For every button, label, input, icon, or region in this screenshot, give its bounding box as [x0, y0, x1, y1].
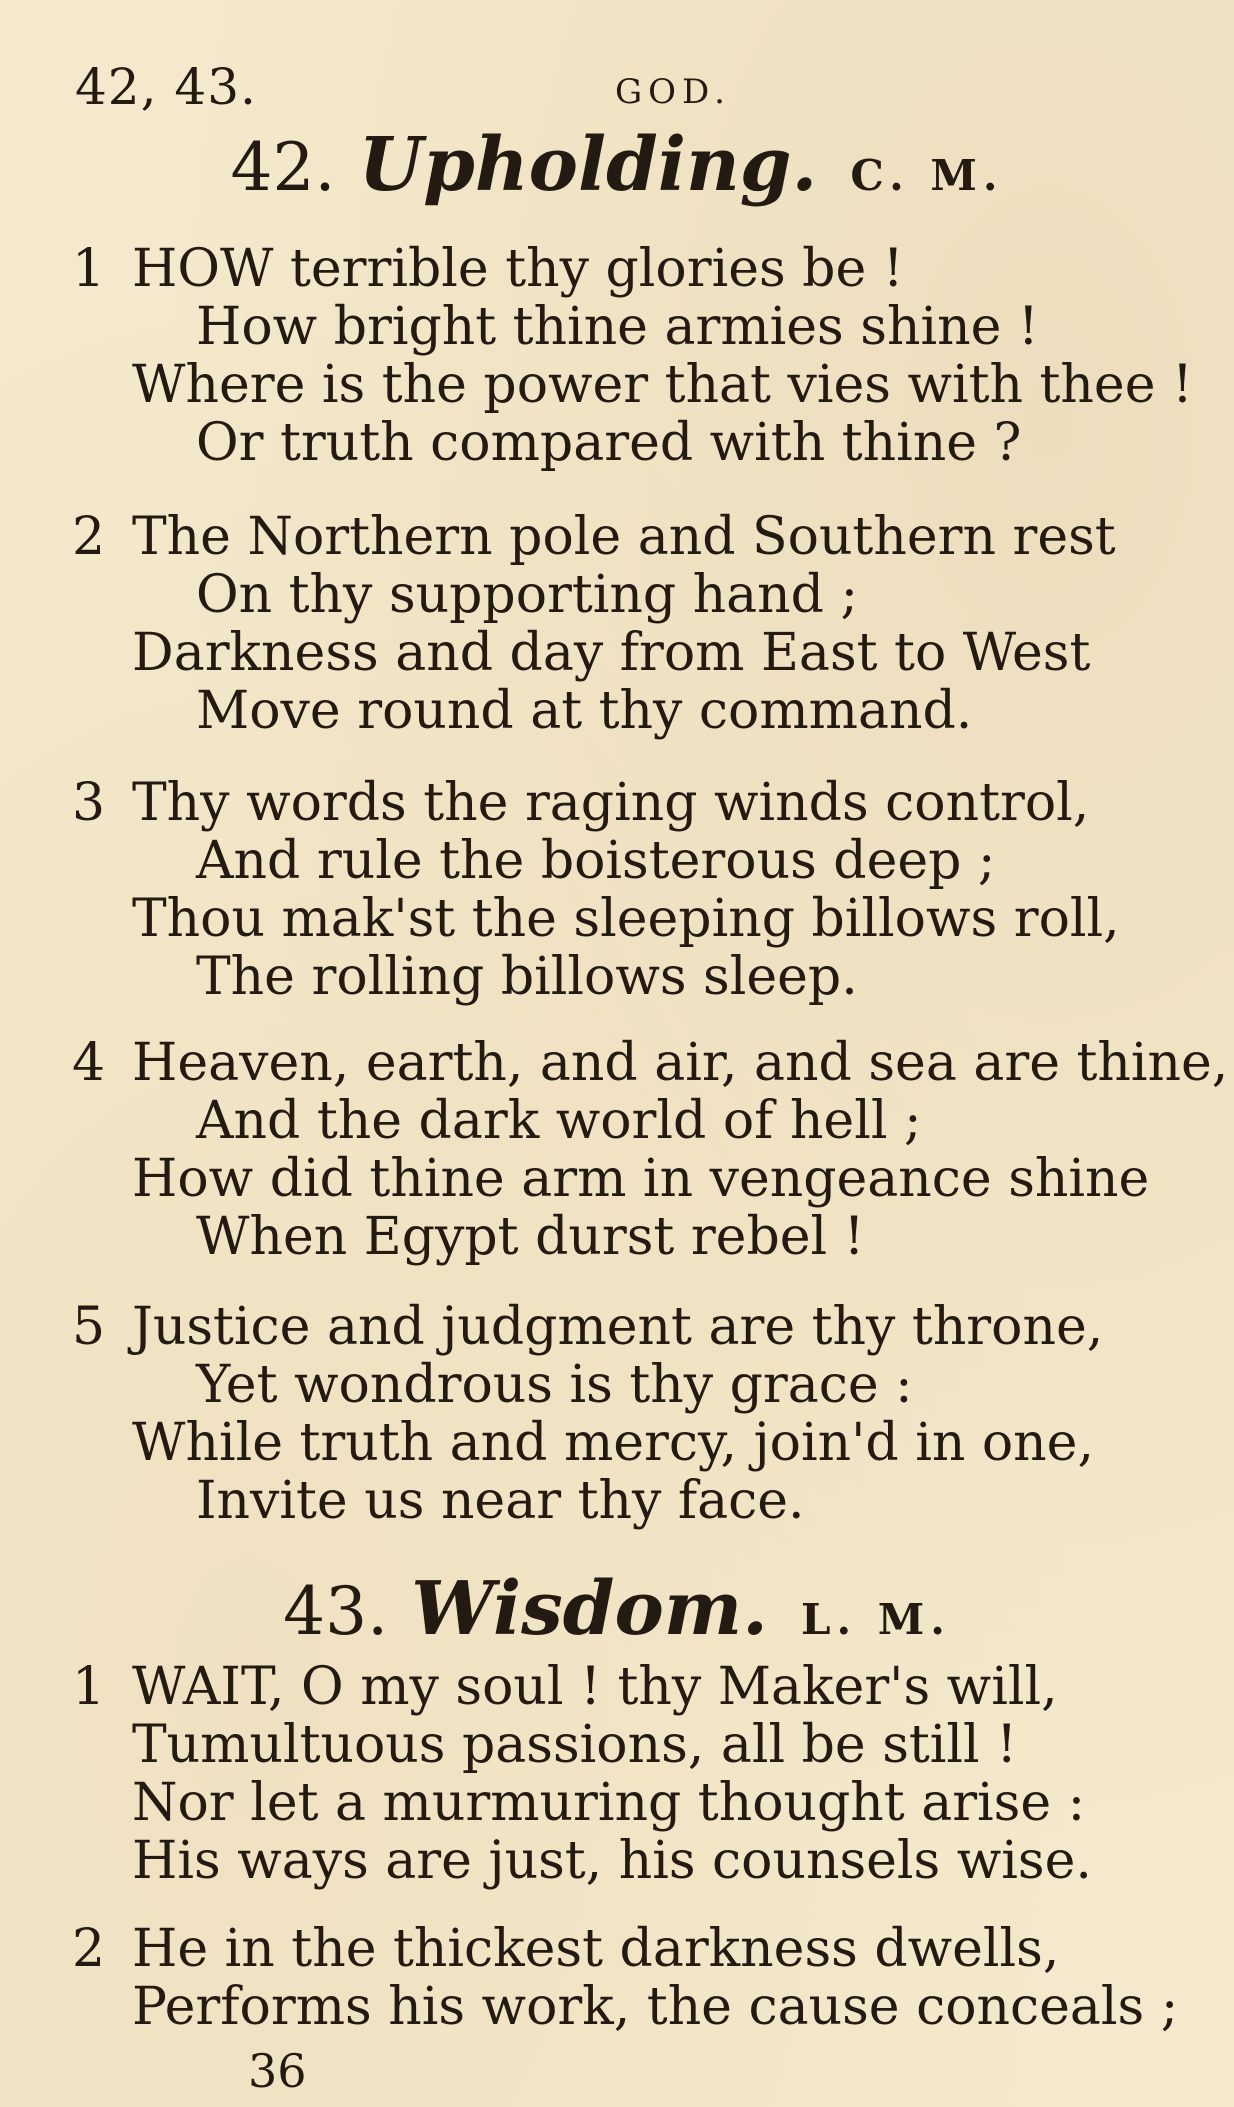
hymn-meter: L. M. [801, 1595, 951, 1644]
verse-line: Darkness and day from East to West [132, 623, 1091, 683]
verse-line: WAIT, O my soul ! thy Maker's will, [132, 1657, 1058, 1717]
hymn-number: 42. [230, 129, 336, 206]
hymn-42-title [0, 122, 1234, 208]
verse-line: Move round at thy command. [196, 681, 973, 741]
verse-number: 3 [72, 773, 106, 833]
verse-line: And rule the boisterous deep ; [196, 831, 996, 891]
hymn-42-stanza-5 [0, 1298, 1234, 1530]
verse-line: Where is the power that vies with thee ! [132, 355, 1193, 415]
verse-number: 4 [72, 1033, 106, 1093]
page-number: 36 [248, 2044, 307, 2098]
verse-number: 1 [72, 1657, 106, 1717]
hymn-42-stanza-1 [0, 240, 1234, 472]
running-head [75, 58, 1159, 118]
verse-line: Thy words the raging winds control, [132, 773, 1090, 833]
hymn-name: Wisdom. [411, 1566, 768, 1652]
verse-line: And the dark world of hell ; [196, 1091, 922, 1151]
verse-line: How did thine arm in vengeance shine [132, 1149, 1150, 1209]
hymn-43-stanza-1 [0, 1658, 1234, 1890]
verse-line: He in the thickest darkness dwells, [132, 1919, 1060, 1979]
verse-line: HOW terrible thy glories be ! [132, 239, 904, 299]
verse-line: Justice and judgment are thy throne, [132, 1297, 1104, 1357]
verse-line: Or truth compared with thine ? [196, 413, 1022, 473]
hymn-42-stanza-2 [0, 508, 1234, 740]
verse-line: When Egypt durst rebel ! [196, 1207, 865, 1267]
hymn-42-stanza-4 [0, 1034, 1234, 1266]
verse-line: Thou mak'st the sleeping billows roll, [132, 889, 1120, 949]
verse-line: While truth and mercy, join'd in one, [132, 1413, 1094, 1473]
hymn-meter: C. M. [850, 151, 1004, 200]
hymn-name: Upholding. [358, 122, 818, 208]
verse-line: The Northern pole and Southern rest [132, 507, 1116, 567]
verse-line: The rolling billows sleep. [196, 947, 858, 1007]
section-heading: GOD. [615, 72, 731, 112]
verse-line: His ways are just, his counsels wise. [132, 1831, 1092, 1891]
verse-line: Tumultuous passions, all be still ! [132, 1715, 1018, 1775]
verse-number: 2 [72, 507, 106, 567]
verse-number: 2 [72, 1919, 106, 1979]
hymn-43-title [0, 1566, 1234, 1652]
verse-line: Nor let a murmuring thought arise : [132, 1773, 1086, 1833]
verse-line: How bright thine armies shine ! [196, 297, 1039, 357]
verse-number: 1 [72, 239, 106, 299]
hymn-43-stanza-2 [0, 1920, 1234, 2036]
hymn-number: 43. [283, 1573, 389, 1650]
hymn-42-stanza-3 [0, 774, 1234, 1006]
verse-number: 5 [72, 1297, 106, 1357]
verse-line: Performs his work, the cause conceals ; [132, 1977, 1179, 2037]
verse-line: Invite us near thy face. [196, 1471, 805, 1531]
verse-line: Yet wondrous is thy grace : [196, 1355, 913, 1415]
verse-line: Heaven, earth, and air, and sea are thine, [132, 1033, 1229, 1093]
verse-line: On thy supporting hand ; [196, 565, 859, 625]
hymn-numbers-range: 42, 43. [75, 58, 257, 116]
